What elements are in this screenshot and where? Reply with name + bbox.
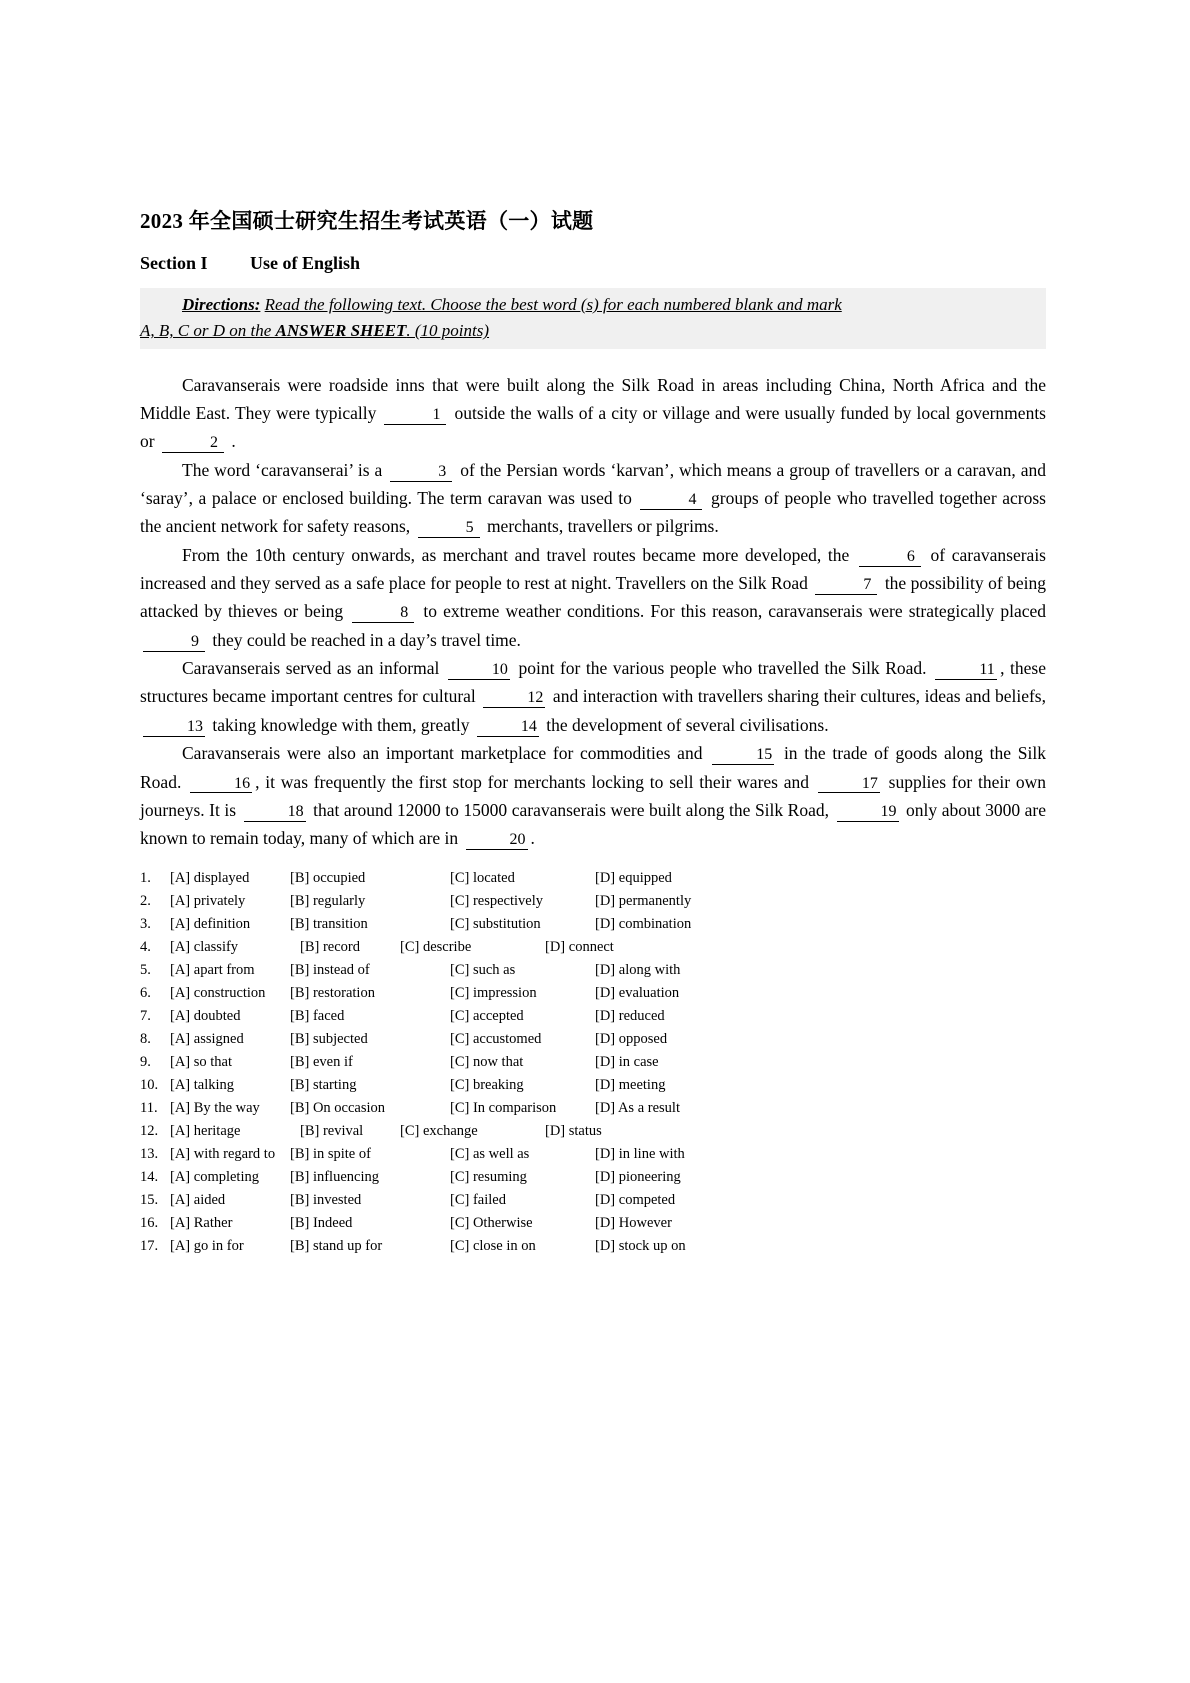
option-D[interactable]: [D] pioneering <box>595 1168 681 1185</box>
option-A[interactable]: [A] talking <box>170 1076 235 1093</box>
option-B[interactable]: [B] influencing <box>290 1168 379 1185</box>
question-number: 13. <box>140 1145 159 1162</box>
option-B[interactable]: [B] subjected <box>290 1030 368 1047</box>
option-B[interactable]: [B] invested <box>290 1191 362 1208</box>
question-number: 3. <box>140 915 151 932</box>
question-number: 1. <box>140 869 151 886</box>
option-A[interactable]: [A] construction <box>170 984 266 1001</box>
question-row <box>140 959 1046 982</box>
blank-12[interactable]: 12 <box>483 690 545 708</box>
option-C[interactable]: [C] located <box>450 869 515 886</box>
option-B[interactable]: [B] instead of <box>290 961 370 978</box>
option-A[interactable]: [A] Rather <box>170 1214 233 1231</box>
blank-14[interactable]: 14 <box>477 719 539 737</box>
question-row <box>140 1166 1046 1189</box>
option-D[interactable]: [D] As a result <box>595 1099 680 1116</box>
question-number: 6. <box>140 984 151 1001</box>
question-number: 12. <box>140 1122 159 1139</box>
answer-sheet-label: ANSWER SHEET <box>275 321 407 341</box>
option-B[interactable]: [B] revival <box>300 1122 364 1139</box>
directions-line1: Read the following text. Choose the best word (s) for each numbered blank and mark <box>264 295 842 314</box>
blank-1[interactable]: 1 <box>384 407 446 425</box>
question-row <box>140 1097 1046 1120</box>
blank-15[interactable]: 15 <box>712 747 774 765</box>
option-C[interactable]: [C] breaking <box>450 1076 524 1093</box>
blank-13[interactable]: 13 <box>143 719 205 737</box>
option-B[interactable]: [B] starting <box>290 1076 357 1093</box>
option-B[interactable]: [B] occupied <box>290 869 366 886</box>
blank-10[interactable]: 10 <box>448 662 510 680</box>
option-D[interactable]: [D] connect <box>545 938 614 955</box>
question-row <box>140 867 1046 890</box>
option-B[interactable]: [B] restoration <box>290 984 375 1001</box>
question-number: 16. <box>140 1214 159 1231</box>
option-A[interactable]: [A] apart from <box>170 961 255 978</box>
question-row <box>140 1051 1046 1074</box>
option-A[interactable]: [A] displayed <box>170 869 250 886</box>
question-number: 14. <box>140 1168 159 1185</box>
option-D[interactable]: [D] in line with <box>595 1145 685 1162</box>
option-D[interactable]: [D] in case <box>595 1053 659 1070</box>
option-C[interactable]: [C] describe <box>400 938 472 955</box>
option-A[interactable]: [A] aided <box>170 1191 226 1208</box>
blank-18[interactable]: 18 <box>244 804 306 822</box>
blank-11[interactable]: 11 <box>935 662 997 680</box>
blank-2[interactable]: 2 <box>162 435 224 453</box>
option-B[interactable]: [B] On occasion <box>290 1099 386 1116</box>
question-number: 17. <box>140 1237 159 1254</box>
option-A[interactable]: [A] assigned <box>170 1030 244 1047</box>
passage <box>140 371 1046 853</box>
option-D[interactable]: [D] combination <box>595 915 692 932</box>
question-number: 2. <box>140 892 151 909</box>
question-number: 4. <box>140 938 151 955</box>
question-row <box>140 1074 1046 1097</box>
option-B[interactable]: [B] faced <box>290 1007 345 1024</box>
option-C[interactable]: [C] now that <box>450 1053 524 1070</box>
paragraph-5: Caravanserais were also an important marketplace for commodities and 15 in the trade of goods along the Silk Road. 16 , it was frequently the first stop for merchants locking to sell their wares and 17 supplies for their own journeys. It is 18 that around 12000 to 15000 caravanserais were built along the Silk Road, 19 only about 3000 are known to remain today, many of which are in 20 . <box>140 743 1046 849</box>
directions-text-2 <box>140 318 1046 344</box>
option-D[interactable]: [D] competed <box>595 1191 676 1208</box>
question-number: 7. <box>140 1007 151 1024</box>
option-D[interactable]: [D] meeting <box>595 1076 666 1093</box>
question-list <box>140 867 1046 1258</box>
question-row <box>140 1143 1046 1166</box>
directions-line2-b: . (10 points) <box>406 321 490 341</box>
option-A[interactable]: [A] definition <box>170 915 251 932</box>
section-name: Use of English <box>250 253 361 273</box>
question-row <box>140 1028 1046 1051</box>
blank-6[interactable]: 6 <box>859 549 921 567</box>
question-number: 11. <box>140 1099 158 1116</box>
option-B[interactable]: [B] even if <box>290 1053 353 1070</box>
section-heading <box>140 253 1046 274</box>
option-A[interactable]: [A] completing <box>170 1168 259 1185</box>
directions-text <box>140 292 1046 318</box>
option-A[interactable]: [A] with regard to <box>170 1145 276 1162</box>
question-row <box>140 1212 1046 1235</box>
paragraph-2: The word ‘caravanserai’ is a 3 of the Persian words ‘karvan’, which means a group of travellers or a caravan, and ‘saray’, a palace or enclosed building. The term caravan was used to 4 groups of people who travelled together across the ancient network for safety reasons, 5 merchants, travellers or pilgrims. <box>140 459 1046 537</box>
option-C[interactable]: [C] exchange <box>400 1122 478 1139</box>
option-C[interactable]: [C] Otherwise <box>450 1214 533 1231</box>
question-row <box>140 982 1046 1005</box>
question-row <box>140 1120 1046 1143</box>
directions-line2-a: A, B, C or D on the <box>140 321 276 341</box>
option-D[interactable]: [D] permanently <box>595 892 692 909</box>
option-A[interactable]: [A] heritage <box>170 1122 241 1139</box>
question-number: 8. <box>140 1030 151 1047</box>
blank-17[interactable]: 17 <box>818 776 880 794</box>
paragraph-1: Caravanserais were roadside inns that were built along the Silk Road in areas including China, North Africa and the Middle East. They were typically 1 outside the walls of a city or village and were usually funded by local governments or 2 . <box>140 374 1046 452</box>
question-row <box>140 913 1046 936</box>
page-title: 2023 年全国硕士研究生招生考试英语（一）试题 <box>140 209 594 233</box>
directions-block <box>140 288 1046 349</box>
option-A[interactable]: [A] doubted <box>170 1007 241 1024</box>
option-B[interactable]: [B] in spite of <box>290 1145 371 1162</box>
option-C[interactable]: [C] substitution <box>450 915 541 932</box>
question-number: 9. <box>140 1053 151 1070</box>
blank-16[interactable]: 16 <box>190 776 252 794</box>
option-A[interactable]: [A] so that <box>170 1053 233 1070</box>
option-A[interactable]: [A] go in for <box>170 1237 244 1254</box>
option-B[interactable]: [B] stand up for <box>290 1237 383 1254</box>
blank-20[interactable]: 20 <box>466 832 528 850</box>
question-row <box>140 936 1046 959</box>
question-number: 10. <box>140 1076 159 1093</box>
option-A[interactable]: [A] classify <box>170 938 239 955</box>
blank-19[interactable]: 19 <box>837 804 899 822</box>
blank-5[interactable]: 5 <box>418 520 480 538</box>
question-row <box>140 1189 1046 1212</box>
option-B[interactable]: [B] record <box>300 938 360 955</box>
option-C[interactable]: [C] impression <box>450 984 537 1001</box>
blank-7[interactable]: 7 <box>815 577 877 595</box>
question-number: 15. <box>140 1191 159 1208</box>
option-B[interactable]: [B] transition <box>290 915 368 932</box>
option-A[interactable]: [A] privately <box>170 892 246 909</box>
option-C[interactable]: [C] accepted <box>450 1007 524 1024</box>
option-D[interactable]: [D] reduced <box>595 1007 665 1024</box>
section-label: Section I <box>140 253 208 273</box>
directions-label: Directions: <box>182 295 261 314</box>
option-D[interactable]: [D] along with <box>595 961 681 978</box>
option-D[interactable]: [D] evaluation <box>595 984 680 1001</box>
question-number: 5. <box>140 961 151 978</box>
option-C[interactable]: [C] such as <box>450 961 516 978</box>
blank-9[interactable]: 9 <box>143 634 205 652</box>
option-D[interactable]: [D] However <box>595 1214 672 1231</box>
paragraph-4: Caravanserais served as an informal 10 point for the various people who travelled the Silk Road. 11 , these structures became important centres for cultural 12 and interaction with travellers sharing their cultures, ideas and beliefs, 13 taking knowledge with them, greatly 14 the development of several civilisations. <box>140 658 1046 735</box>
option-C[interactable]: [C] failed <box>450 1191 506 1208</box>
option-D[interactable]: [D] status <box>545 1122 602 1139</box>
option-C[interactable]: [C] as well as <box>450 1145 530 1162</box>
blank-4[interactable]: 4 <box>640 492 702 510</box>
option-D[interactable]: [D] stock up on <box>595 1237 686 1254</box>
blank-3[interactable]: 3 <box>390 464 452 482</box>
option-B[interactable]: [B] regularly <box>290 892 366 909</box>
option-C[interactable]: [C] accustomed <box>450 1030 542 1047</box>
paragraph-3: From the 10th century onwards, as merchant and travel routes became more developed, the 6 of caravanserais increased and they served as a safe place for people to rest at night. Travellers on the Silk Road 7 the possibility of being attacked by thieves or being 8 to extreme weather conditions. For this reason, caravanserais were strategically placed 9 they could be reached in a day’s travel time. <box>140 544 1046 650</box>
option-C[interactable]: [C] In comparison <box>450 1099 557 1116</box>
document-content <box>140 205 1046 1258</box>
option-A[interactable]: [A] By the way <box>170 1099 260 1116</box>
question-row <box>140 890 1046 913</box>
option-B[interactable]: [B] Indeed <box>290 1214 353 1231</box>
question-row <box>140 1235 1046 1258</box>
blank-8[interactable]: 8 <box>352 605 414 623</box>
option-D[interactable]: [D] equipped <box>595 869 672 886</box>
option-C[interactable]: [C] close in on <box>450 1237 536 1254</box>
option-C[interactable]: [C] resuming <box>450 1168 527 1185</box>
option-C[interactable]: [C] respectively <box>450 892 544 909</box>
option-D[interactable]: [D] opposed <box>595 1030 668 1047</box>
question-row <box>140 1005 1046 1028</box>
